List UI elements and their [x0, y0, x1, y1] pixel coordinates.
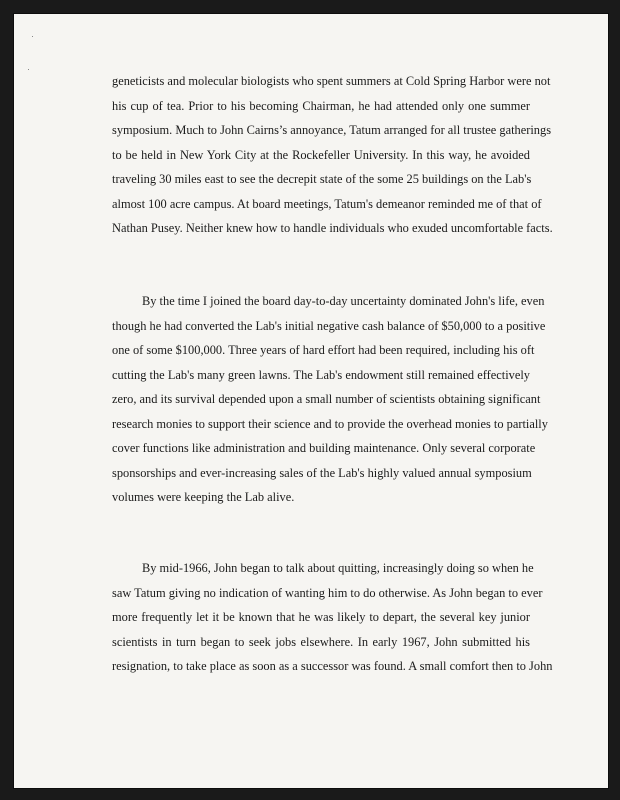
paragraph-line: By the time I joined the board day-to-day uncertainty dominated John's life, even	[142, 294, 545, 308]
paragraph-line: sponsorships and ever-increasing sales of the Lab's highly valued annual symposium	[112, 465, 532, 480]
paragraph-line: symposium. Much to John Cairns’s annoyance, Tatum arranged for all trustee gatherings	[112, 123, 552, 137]
paragraph-line: one of some $100,000. Three years of hard effort had been required, including his oft	[112, 343, 535, 357]
paragraph-line: zero, and its survival depended upon a small number of scientists obtaining significant	[112, 392, 541, 406]
paragraph-line: cutting the Lab's many green lawns. The Lab's endowment still remained effectively	[112, 367, 530, 382]
scan-speck	[32, 36, 33, 37]
paragraph-line: scientists in turn began to seek jobs elsewhere. In early 1967, John submitted his	[112, 634, 530, 649]
paragraph-line: traveling 30 miles east to see the decrepit state of the some 25 buildings on the Lab's	[112, 172, 532, 186]
scan-speck	[28, 69, 29, 70]
paragraph-line: saw Tatum giving no indication of wanting him to do otherwise. As John began to ever	[112, 585, 543, 600]
paragraph-line: more frequently let it be known that he was likely to depart, the several key junior	[112, 610, 530, 624]
paragraph-line: to be held in New York City at the Rockefeller University. In this way, he avoided	[112, 147, 530, 162]
paragraph-line: his cup of tea. Prior to his becoming Chairman, he had attended only one summer	[112, 98, 530, 113]
paragraph-line: Nathan Pusey. Neither knew how to handle individuals who exuded uncomfortable facts.	[112, 221, 553, 235]
paragraph-line: almost 100 acre campus. At board meetings, Tatum's demeanor reminded me of that of	[112, 196, 542, 211]
paragraph-line: volumes were keeping the Lab alive.	[112, 490, 295, 504]
paragraph-line: though he had converted the Lab's initial negative cash balance of $50,000 to a positive	[112, 318, 546, 333]
document-page	[14, 14, 608, 788]
paragraph-line: cover functions like administration and building maintenance. Only several corporate	[112, 441, 536, 455]
paragraph-line: By mid-1966, John began to talk about quitting, increasingly doing so when he	[142, 561, 534, 575]
paragraph-line: research monies to support their science and to provide the overhead monies to partially	[112, 416, 548, 431]
paragraph-line: geneticists and molecular biologists who spent summers at Cold Spring Harbor were not	[112, 74, 551, 88]
paragraph-line: resignation, to take place as soon as a successor was found. A small comfort then to John	[112, 659, 553, 673]
